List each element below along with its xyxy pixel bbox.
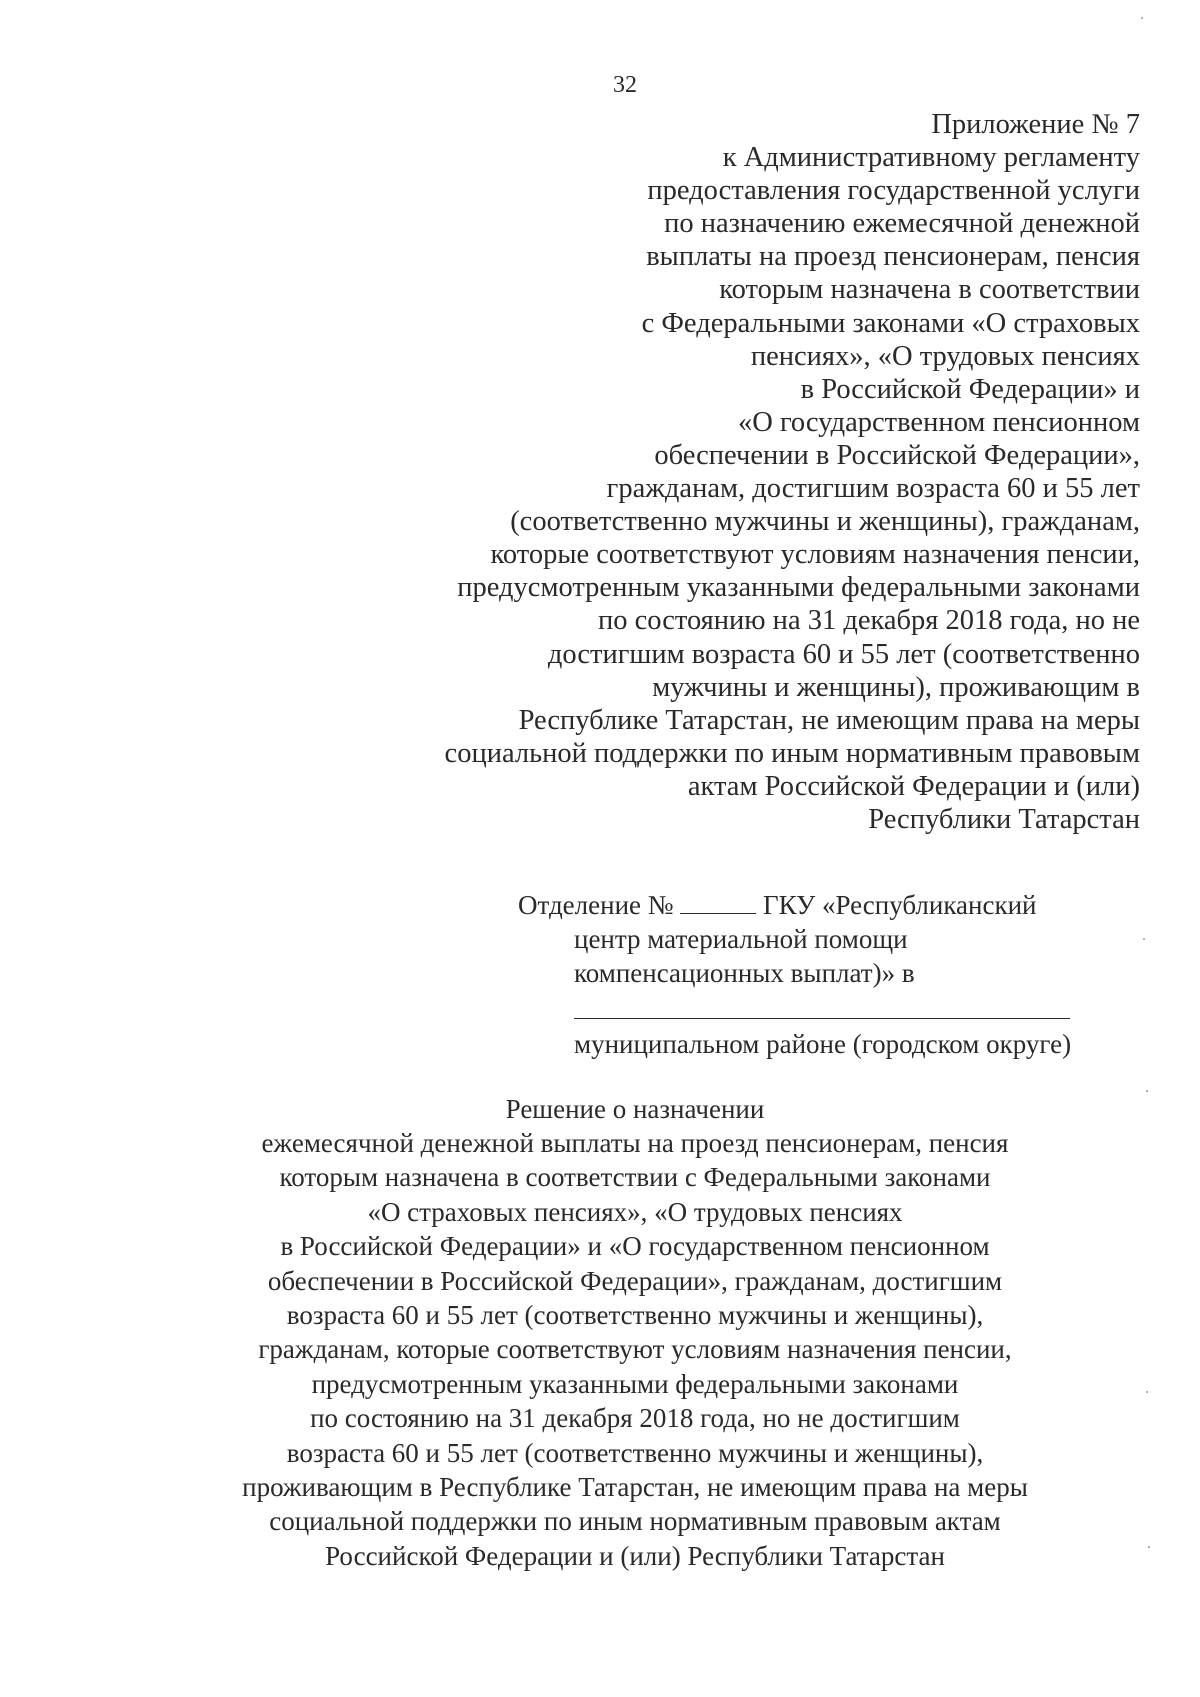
appendix-line: предоставления государственной услуги [647, 175, 1140, 207]
decision-body [0, 1126, 1200, 1573]
decision-line: в Российской Федерации» и «О государственном пенсионном [280, 1231, 990, 1262]
addressee-line-3: компенсационных выплат)» в [574, 958, 915, 988]
decision-line: возраста 60 и 55 лет (соответственно мужчины и женщины), [286, 1437, 984, 1468]
decision-line: «О страховых пенсиях», «О трудовых пенсиях [367, 1196, 903, 1227]
decision-line: социальной поддержки по иным нормативным правовым актам [269, 1506, 1001, 1537]
appendix-line: (соответственно мужчины и женщины), гражданам, [510, 506, 1140, 538]
decision-line: гражданам, которые соответствуют условиям назначения пенсии, [258, 1334, 1012, 1365]
appendix-line: обеспечении в Российской Федерации», [654, 439, 1140, 471]
addressee-line-2: центр материальной помощи [574, 924, 908, 954]
appendix-line: в Российской Федерации» и [800, 373, 1140, 405]
scan-speck [1146, 1391, 1148, 1393]
scan-speck [1148, 1546, 1150, 1548]
page-number: 32 [613, 72, 637, 98]
appendix-line: по состоянию на 31 декабря 2018 года, но не [597, 605, 1140, 637]
decision-line: Российской Федерации и (или) Республики Татарстан [325, 1540, 945, 1571]
scan-speck [1143, 938, 1145, 940]
appendix-line: Республике Татарстан, не имеющим права на меры [518, 704, 1140, 736]
appendix-line: гражданам, достигшим возраста 60 и 55 лет [606, 473, 1140, 505]
decision-line: проживающим в Республике Татарстан, не имеющим права на меры [242, 1472, 1028, 1503]
appendix-line: «О государственном пенсионном [738, 406, 1140, 438]
decision-line: предусмотренным указанными федеральными законами [311, 1368, 959, 1399]
appendix-line: пенсиях», «О трудовых пенсиях [750, 340, 1140, 372]
appendix-line: мужчины и женщины), проживающим в [652, 671, 1140, 703]
appendix-line: к Административному регламенту [722, 142, 1140, 174]
decision-line: возраста 60 и 55 лет (соответственно мужчины и женщины), [286, 1300, 984, 1331]
appendix-line: предусмотренным указанными федеральными законами [457, 572, 1140, 604]
decision-line: которым назначена в соответствии с Федеральными законами [279, 1162, 991, 1193]
appendix-line: социальной поддержки по иным нормативным правовым [444, 737, 1140, 769]
appendix-line: которым назначена в соответствии [719, 274, 1140, 306]
scan-speck [1141, 17, 1143, 19]
district-name-blank [574, 1018, 1070, 1019]
appendix-line: Республики Татарстан [868, 803, 1140, 835]
decision-line: по состоянию на 31 декабря 2018 года, но не достигшим [310, 1403, 960, 1434]
appendix-line: с Федеральными законами «О страховых [641, 307, 1140, 339]
decision-line: обеспечении в Российской Федерации», гражданам, достигшим [267, 1265, 1003, 1296]
addressee-block [518, 888, 1036, 990]
addressee-line-1 [518, 888, 1036, 922]
appendix-line: Приложение № 7 [931, 109, 1140, 140]
scan-speck [1146, 1090, 1148, 1092]
appendix-line: выплаты на проезд пенсионерам, пенсия [646, 241, 1140, 273]
decision-title: Решение о назначении [505, 1094, 765, 1124]
appendix-line: по назначению ежемесячной денежной [664, 208, 1140, 240]
district-caption: муниципальном районе (городском округе) [574, 1029, 1072, 1059]
decision-line: ежемесячной денежной выплаты на проезд пенсионерам, пенсия [261, 1128, 1009, 1158]
institution-name-start: ГКУ «Республиканский [763, 890, 1037, 920]
appendix-line: достигшим возраста 60 и 55 лет (соответственно [547, 638, 1140, 670]
appendix-heading [445, 108, 1140, 836]
appendix-line: которые соответствуют условиям назначения пенсии, [490, 539, 1140, 571]
department-number-blank [680, 891, 756, 914]
department-number-label: Отделение № [518, 890, 674, 920]
appendix-line: актам Российской Федерации и (или) [687, 770, 1140, 802]
